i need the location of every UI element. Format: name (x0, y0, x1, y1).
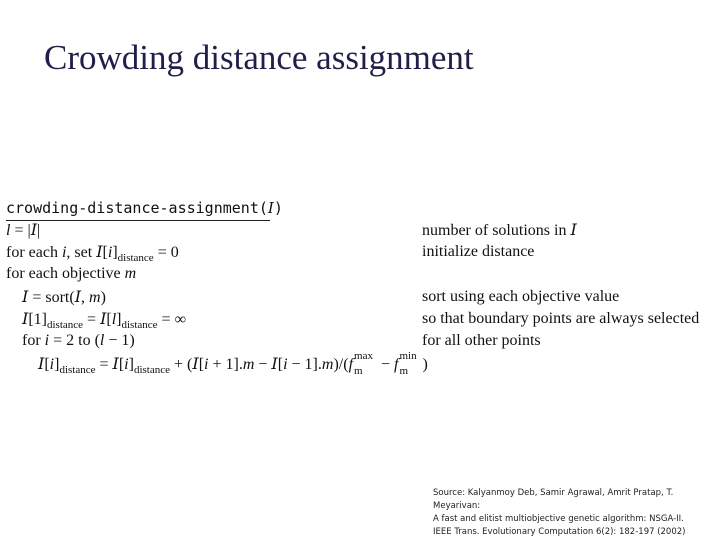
citation-line-2: Meyarivan: (433, 501, 481, 511)
function-name: crowding-distance-assignment (6, 199, 259, 217)
header-underline (6, 220, 270, 221)
algo-line-7: $I[i]_{distance} = I[i]_{distance} + (I[i + 1].m - I[i - 1].m)/(f$ max m − f min m ) (38, 350, 428, 377)
algo-line-4: I = sort(I, m) (22, 287, 106, 306)
comment-line-5: so that boundary points are always selected (422, 310, 700, 327)
algo-line-6: for i = 2 to (l − 1) (22, 332, 135, 349)
source-citation (433, 487, 720, 539)
citation-line-1: Source: Kalyanmoy Deb, Samir Agrawal, Amrit Pratap, T. (433, 488, 674, 498)
comment-line-1: number of solutions in I (422, 220, 577, 239)
algorithm-header: crowding-distance-assignment(I) (6, 199, 283, 217)
citation-line-4: IEEE Trans. Evolutionary Computation 6(2): 182-197 (2002) (433, 527, 686, 537)
slide-title: Crowding distance assignment (44, 38, 474, 77)
comment-line-2: initialize distance (422, 243, 535, 260)
algo-line-1: l = |I| (6, 220, 41, 239)
citation-line-3: A fast and elitist multiobjective genetic algorithm: NSGA-II. (433, 514, 684, 524)
algo-line-5: $I[1]_{distance} = I[l]_{distance}$ = ∞ (22, 309, 186, 331)
comment-line-6: for all other points (422, 332, 541, 349)
algo-line-2: for each i, set $I[i]_{distance} = 0$ (6, 242, 179, 264)
comment-line-4: sort using each objective value (422, 288, 620, 305)
function-arg: I (267, 199, 274, 217)
algo-line-3: for each objective m (6, 265, 137, 282)
